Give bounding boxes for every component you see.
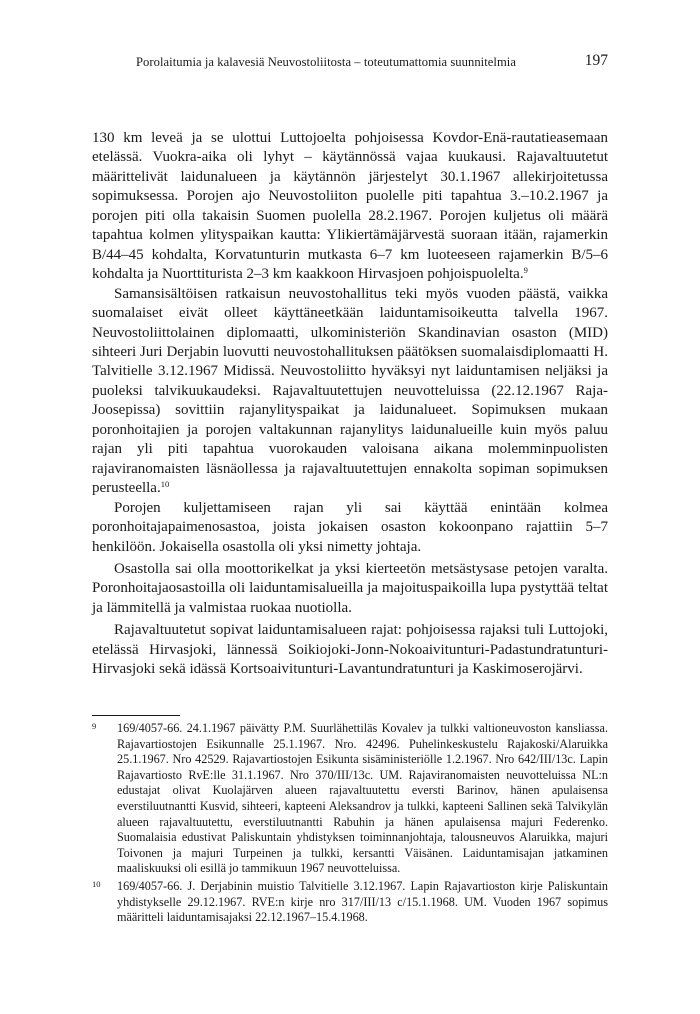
footnote — [92, 721, 608, 877]
paragraph — [92, 621, 608, 679]
footnote-ref: 10 — [160, 479, 170, 490]
paragraph-text: Porojen kuljettamiseen rajan yli sai käyttää enintään kolmea poronhoitajapaimenosastoa, joista jokaisen osaston kokoonpano rajattiin 5–7 henkilöön. Jokaisella osastolla oli yksi nimetty johtaja. — [92, 499, 608, 555]
footnotes — [92, 721, 608, 928]
paragraph — [92, 560, 608, 618]
paragraph-text: Samansisältöisen ratkaisun neuvostohallitus teki myös vuoden päästä, vaikka suomalaiset eivät olleet käyttäneetkään laiduntamisoikeutta talvella 1967. Neuvostoliittolainen diplomaatti, ulkoministeriön Skandinavian osaston (MID) sihteeri Juri Derjabin luovutti neuvostohallituksen päätöksen suomalaisdiplomaatti H. Talvitielle 3.12.1967 Midissä. Neuvostoliitto hyväksyi nyt laiduntamisen neljäksi ja puoleksi talvikuukaudeksi. Rajavaltuutettujen neuvotteluissa (22.12.1967 Raja-Joosepissa) sovittiin rajanylityspaikat ja laidunalueet. Sopimuksen mukaan poronhoitajien ja porojen valtakunnan rajanylitys laidunalueille kuin myös paluu rajan yli piti tapahtua vuorokauden valoisana aikana molemminpuolisten rajaviranomaisten läsnäollessa ja rajavaltuutettujen ennakolta sopiman sopimuksen perusteella. — [92, 285, 608, 497]
page-number: 197 — [584, 52, 608, 69]
footnote-divider — [92, 715, 180, 716]
paragraph-text: Rajavaltuutetut sopivat laiduntamisalueen rajat: pohjoisessa rajaksi tuli Luttojoki, etelässä Hirvasjoki, lännessä Soikiojoki-Jonn-Nokoaivitunturi-Padastundratunturi-Hirvasjoki sekä idässä Kortsoaivitunturi-Lavantundratunturi ja Kaskimoserojärvi. — [92, 622, 608, 678]
paragraph-text: Osastolla sai olla moottorikelkat ja yksi kierteetön metsästysase petojen varalta. Poronhoitajaosastoilla oli laiduntamisalueilla ja majoituspaikoilla lupa pystyttää teltat ja lämmitellä ja valmistaa ruokaa nuotiolla. — [92, 560, 608, 616]
footnote-text: 169/4057-66. J. Derjabinin muistio Talvitielle 3.12.1967. Lapin Rajavartioston kirje Paliskuntain yhdistykselle 29.12.1967. RVE:n kirje nro 317/III/13 c/15.1.1968. UM. Vuoden 1967 sopimus määritteli laiduntamisajaksi 22.12.1967–15.4.1968. — [117, 878, 608, 925]
paragraph — [92, 285, 608, 499]
paragraph-text: 130 km leveä ja se ulottui Luttojoelta pohjoisessa Kovdor-Enä-rautatieasemaan etelässä. Vuokra-aika oli lyhyt – käytännössä vajaa kuukausi. Rajavaltuutetut määrittelivät laidunalueen ja käytännön järjestelyt 30.1.1967 allekirjoitetussa sopimuksessa. Porojen ajo Neuvostoliiton puolelle piti tapahtua 3.–10.2.1967 ja porojen piti olla takaisin Suomen puolella 28.2.1967. Porojen kuljetus oli määrä tapahtua kolmen ylityspaikan kautta: Ylikiertämäjärvestä suoraan itään, rajamerkin B/44–45 kohdalta, Korvatunturin mutkasta 6–7 km luoteeseen rajamerkin B/5–6 kohdalta ja Nuorttiturista 2–3 km kaakkoon Hirvasjoen pohjoispuolelta. — [92, 130, 608, 283]
footnote-number: 10 — [92, 878, 101, 889]
footnote-number: 9 — [92, 721, 97, 731]
paragraph — [92, 129, 608, 285]
running-head — [92, 52, 608, 74]
body-text — [92, 129, 608, 680]
footnote — [92, 879, 608, 926]
paragraph — [92, 499, 608, 557]
running-title: Porolaitumia ja kalavesiä Neuvostoliitosta – toteutumattomia suunnitelmia — [136, 55, 516, 69]
footnote-text: 169/4057-66. 24.1.1967 päivätty P.M. Suurlähettiläs Kovalev ja tulkki valtioneuvoston kansliassa. Rajavartiostojen Esikunnalle 25.1.1967. Nro. 42496. Puhelinkeskustelu Rajakoski/Alaruikka 25.1.1967. Nro 42529. Rajavartiostojen Esikunta sisäministeriölle 1.2.1967. Nro 642/III/13c. Lapin Rajavartiosto RvE:lle 31.1.1967. Nro 370/III/13c. UM. Rajaviranomaisten neuvotteluissa NL:n edustajat olivat Kuolajärven alueen rajavaltuutettu eversti Barinov, hänen apulaisensa everstiluutnantti Kusvid, sihteeri, kapteeni Aleksandrov ja tulkki, kapteeni Sallinen sekä Talvikylän alueen rajavaltuutettu, everstiluutnantti Rabuhin ja hänen apulaisensa majuri Federenko. Suomalaisia edustivat Paliskuntain yhdistyksen toiminnanjohtaja, talousneuvos Alaruikka, majuri Toivonen ja majuri Turpeinen ja tulkki, kersantti Väisänen. Laiduntamisajan jatkaminen maaliskuuksi oli esillä jo tammikuun 1967 neuvotteluissa. — [117, 721, 608, 876]
footnote-ref: 9 — [523, 265, 528, 276]
